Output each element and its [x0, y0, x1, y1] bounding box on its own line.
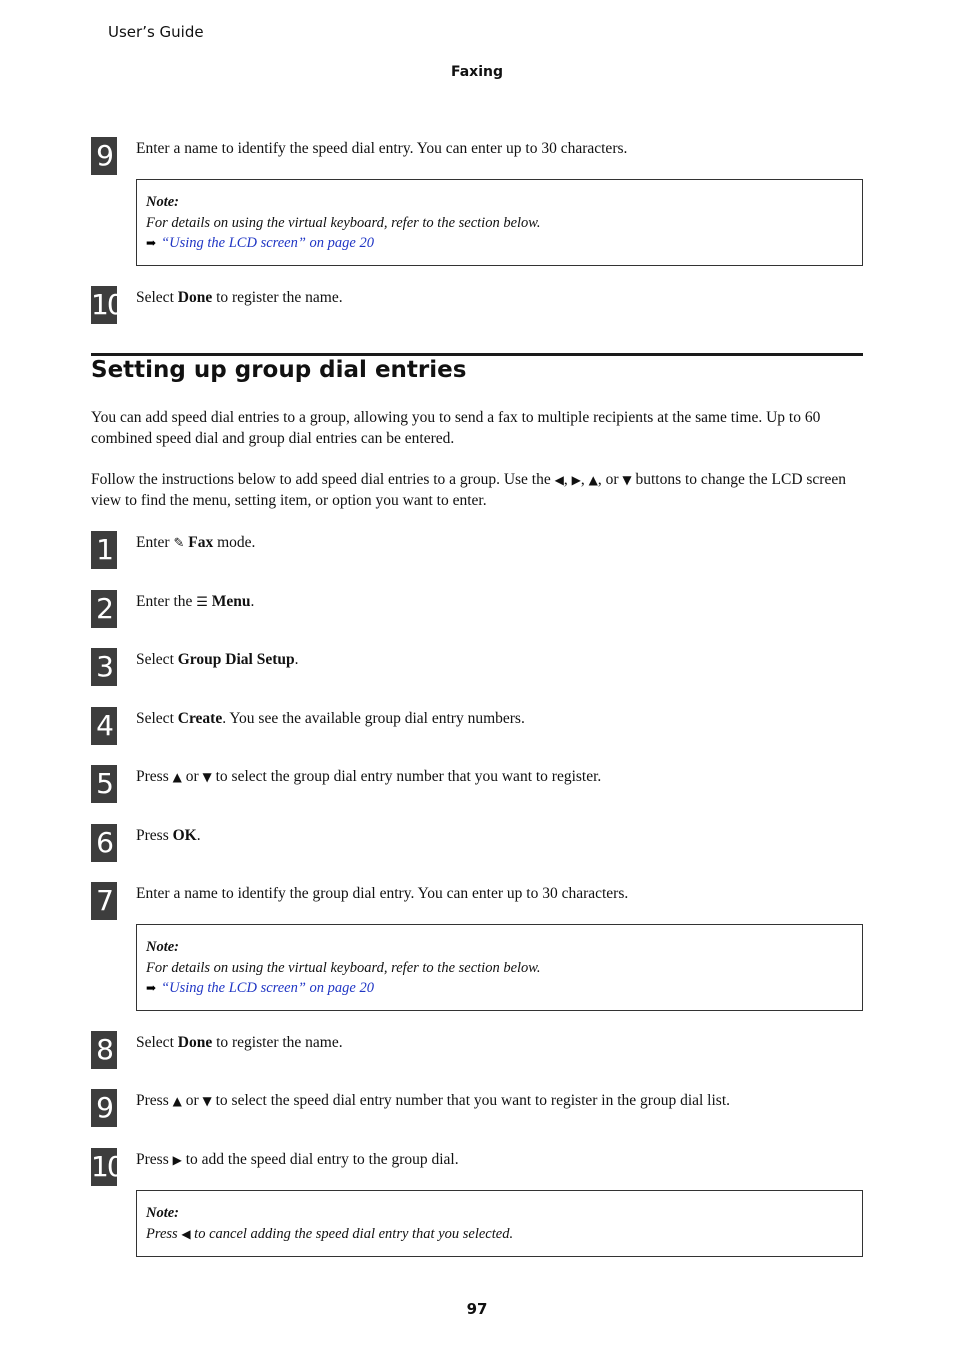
up-button-icon: ▲	[172, 1094, 182, 1108]
step-text: Enter ✎ Fax mode.	[136, 534, 256, 551]
left-button-icon: ◀	[554, 473, 564, 487]
step-text: Press ▶ to add the speed dial entry to the group dial.	[136, 1151, 459, 1168]
step-number-badge: 1	[91, 531, 117, 569]
section-heading: Setting up group dial entries	[91, 357, 467, 383]
step-number-badge: 7	[91, 882, 117, 920]
step-text: Press ▲ or ▼ to select the speed dial entry number that you want to register in the group dial list.	[136, 1092, 731, 1109]
right-button-icon: ▶	[172, 1153, 182, 1167]
right-button-icon: ▶	[571, 473, 581, 487]
step-number-badge: 10	[91, 286, 117, 324]
step-text: Enter a name to identify the speed dial entry. You can enter up to 30 characters.	[136, 140, 628, 157]
step-number-badge: 10	[91, 1148, 117, 1186]
menu-icon: ☰	[196, 595, 208, 610]
step-text: Enter a name to identify the group dial entry. You can enter up to 30 characters.	[136, 885, 629, 902]
up-button-icon: ▲	[172, 770, 182, 784]
down-button-icon: ▼	[202, 770, 212, 784]
note-title: Note:	[146, 194, 180, 210]
note-body: Press ◀ to cancel adding the speed dial entry that you selected.	[146, 1225, 514, 1242]
step-number-badge: 8	[91, 1031, 117, 1069]
step-number-badge: 9	[91, 137, 117, 175]
note-title: Note:	[146, 1205, 180, 1221]
lcd-screen-link[interactable]: “Using the LCD screen” on page 20	[161, 235, 374, 251]
up-button-icon: ▲	[588, 473, 598, 487]
step-number-badge: 3	[91, 648, 117, 686]
page-number: 97	[466, 1300, 488, 1318]
step-text: Enter the ☰ Menu.	[136, 593, 255, 610]
step-number-badge: 6	[91, 824, 117, 862]
note-link-row	[146, 978, 853, 999]
step-text: Press ▲ or ▼ to select the group dial entry number that you want to register.	[136, 768, 602, 785]
running-header: User’s Guide	[108, 23, 204, 41]
step-number-badge: 5	[91, 765, 117, 803]
section-divider	[91, 353, 863, 356]
step-number-badge: 2	[91, 590, 117, 628]
step-number-badge: 9	[91, 1089, 117, 1127]
right-arrow-icon: ➡	[146, 981, 157, 995]
step-text: Select Done to register the name.	[136, 1034, 343, 1051]
instructions-paragraph: Follow the instructions below to add speed dial entries to a group. Use the ◀, ▶, ▲, or ▼ buttons to change the LCD screen view to find the menu, setting item, or option you want to enter.	[91, 471, 846, 509]
intro-paragraph: You can add speed dial entries to a group, allowing you to send a fax to multiple recipients at the same time. Up to 60 combined speed dial and group dial entries can be entered.	[91, 409, 821, 447]
note-body: For details on using the virtual keyboard, refer to the section below.	[146, 214, 541, 231]
down-button-icon: ▼	[202, 1094, 212, 1108]
right-arrow-icon: ➡	[146, 236, 157, 250]
note-box	[136, 924, 863, 1011]
lcd-screen-link[interactable]: “Using the LCD screen” on page 20	[161, 980, 374, 996]
step-text: Press OK.	[136, 827, 201, 844]
down-button-icon: ▼	[622, 473, 632, 487]
step-text: Select Create. You see the available group dial entry numbers.	[136, 710, 525, 727]
step-text: Select Group Dial Setup.	[136, 651, 299, 668]
note-box	[136, 1190, 863, 1257]
note-body: For details on using the virtual keyboard, refer to the section below.	[146, 959, 541, 976]
note-box	[136, 179, 863, 266]
fax-icon: ✎	[173, 536, 185, 551]
step-number-badge: 4	[91, 707, 117, 745]
left-button-icon: ◀	[181, 1226, 191, 1241]
step-text: Select Done to register the name.	[136, 289, 343, 306]
note-link-row	[146, 233, 853, 254]
chapter-title: Faxing	[450, 64, 503, 80]
note-title: Note:	[146, 939, 180, 955]
